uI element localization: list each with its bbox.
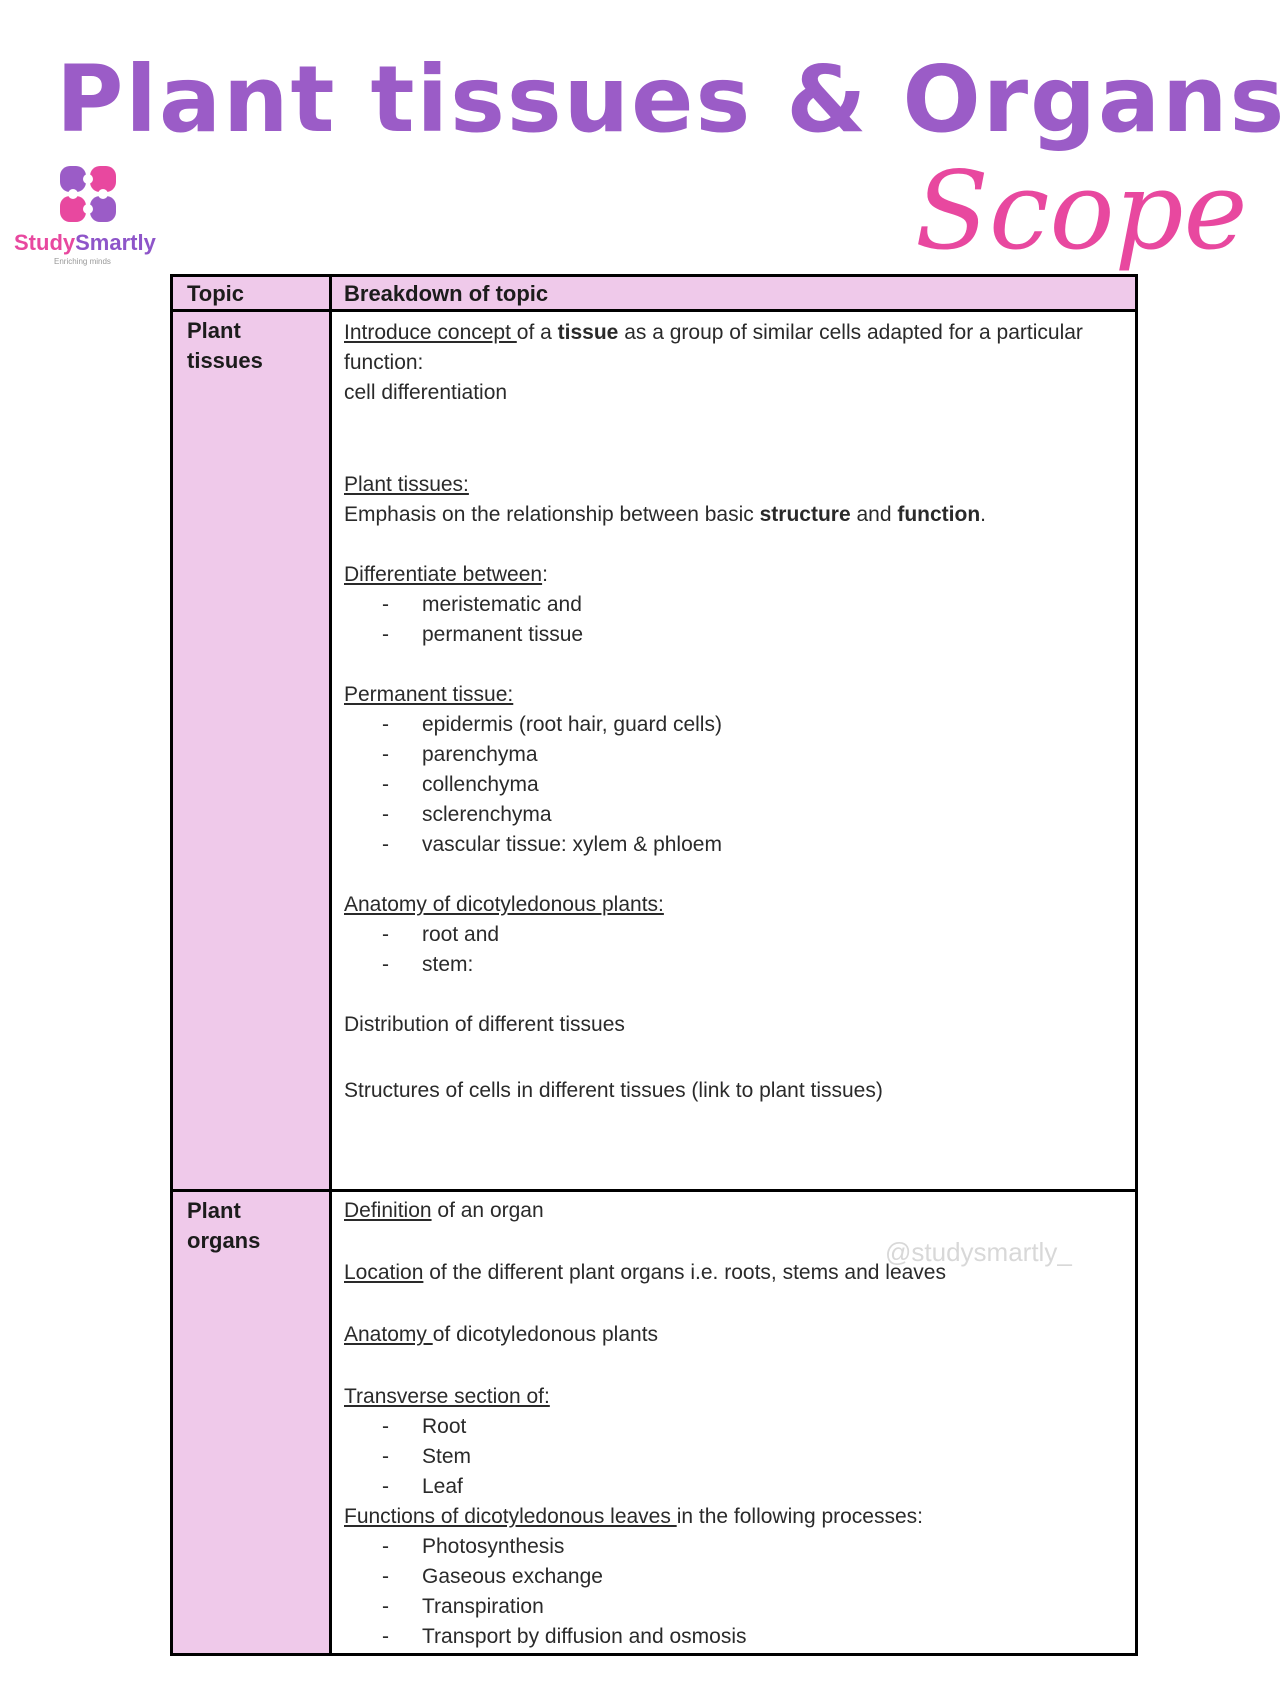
tissues-breakdown [344, 318, 1125, 1106]
studysmartly-logo [14, 160, 174, 270]
logo-tagline: Enriching minds [54, 257, 111, 266]
anatomy-heading: Anatomy of dicotyledonous plants: [344, 893, 664, 916]
list-item: - collenchyma [344, 770, 1125, 800]
page-subtitle: Scope [915, 149, 1248, 274]
brain-puzzle-icon [54, 160, 124, 230]
page-title: Plant tissues & Organs [56, 46, 1286, 153]
table-row-plant-tissues [173, 312, 1135, 1192]
list-item: - Photosynthesis [344, 1532, 1125, 1562]
list-item: - Stem [344, 1442, 1125, 1472]
list-item: - vascular tissue: xylem & phloem [344, 830, 1125, 860]
differentiate-list [344, 590, 1125, 650]
logo-wordmark: StudySmartly [14, 230, 156, 255]
header-breakdown: Breakdown of topic [344, 281, 549, 306]
tissue-intro: Introduce concept of a tissue as a group of similar cells adapted for a particular function: [344, 321, 1083, 374]
plant-tissues-heading: Plant tissues: [344, 473, 469, 496]
list-item: - meristematic and [344, 590, 1125, 620]
transverse-heading: Transverse section of: [344, 1385, 550, 1408]
permanent-tissue-heading: Permanent tissue: [344, 683, 514, 706]
cell-differentiation: cell differentiation [344, 381, 508, 404]
emphasis-text: Emphasis on the relationship between basic structure and function. [344, 503, 986, 526]
scope-table [170, 274, 1138, 1656]
functions-list [344, 1532, 1125, 1652]
anatomy-list [344, 920, 1125, 980]
permanent-tissue-list [344, 710, 1125, 860]
topic-plant-tissues: Plant tissues [187, 318, 263, 373]
list-item: - Leaf [344, 1472, 1125, 1502]
distribution-text: Distribution of different tissues [344, 1013, 625, 1036]
anatomy-text: Anatomy of dicotyledonous plants [344, 1323, 659, 1346]
definition-text: Definition of an organ [344, 1199, 544, 1222]
list-item: - root and [344, 920, 1125, 950]
differentiate-heading: Differentiate between: [344, 563, 548, 586]
list-item: - Root [344, 1412, 1125, 1442]
list-item: - Gaseous exchange [344, 1562, 1125, 1592]
watermark: @studysmartly_ [885, 1237, 1072, 1267]
functions-heading: Functions of dicotyledonous leaves in the following processes: [344, 1505, 924, 1528]
list-item: - parenchyma [344, 740, 1125, 770]
list-item: - Transport by diffusion and osmosis [344, 1622, 1125, 1652]
structures-text: Structures of cells in different tissues (link to plant tissues) [344, 1079, 883, 1102]
table-header-row [173, 277, 1135, 312]
topic-plant-organs: Plant organs [187, 1198, 261, 1253]
transverse-list [344, 1412, 1125, 1502]
list-item: - permanent tissue [344, 620, 1125, 650]
list-item: - sclerenchyma [344, 800, 1125, 830]
header-topic: Topic [187, 281, 245, 306]
list-item: - stem: [344, 950, 1125, 980]
list-item: - Transpiration [344, 1592, 1125, 1622]
location-text: Location of the different plant organs i.e. roots, stems and leaves [344, 1261, 946, 1284]
list-item: - epidermis (root hair, guard cells) [344, 710, 1125, 740]
